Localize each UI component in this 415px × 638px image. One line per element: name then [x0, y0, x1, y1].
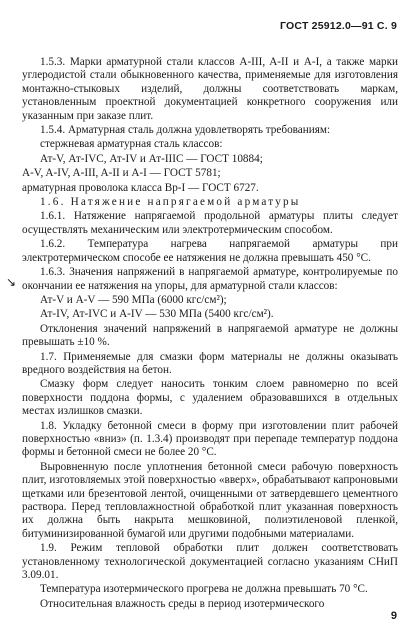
- paragraph-1-6-3: 1.6.3. Значения напряжений в напрягаемой арматуре, контролируемые по окончании ее натяжения на упоры, для арматурной стали классов:: [22, 266, 398, 292]
- document-body: [22, 56, 398, 612]
- paragraph-1-7: 1.7. Применяемые для смазки форм материалы не должны оказывать вредного воздействия на бетон.: [22, 350, 398, 376]
- paragraph-1-5-4: 1.5.4. Арматурная сталь должна удовлетворять требованиям:: [40, 124, 331, 137]
- paragraph-1-6-2: 1.6.2. Температура нагрева напрягаемой арматуры при электротермическом способе ее натяжения не должна превышать 450 °С.: [22, 238, 398, 264]
- list-item: A-V, A-IV, A-III, A-II и A-I — ГОСТ 5781;: [22, 167, 221, 180]
- paragraph-1-5-3: 1.5.3. Марки арматурной стали классов A-III, A-II и A-I, а также марки углеродистой стали обыкновенного качества, применяемые для изготовления монтажно-стыковых изделий, должны соответствовать маркам, установленным проектной документацией конкретного сооружения или указанным при заказе плит.: [22, 56, 398, 122]
- list-item: арматурная проволока класса Вр-I — ГОСТ 6727.: [22, 181, 259, 194]
- paragraph-lubrication: Смазку форм следует наносить тонким слоем равномерно по всей поверхности поддона формы, с удалением образовавшихся в отдельных местах излишков смазки.: [22, 378, 398, 418]
- paragraph-surface: Выровненную после уплотнения бетонной смеси рабочую поверхность плит, изготовляемых этой поверхностью «вверх», обрабатывают капроновыми щетками или брезентовой лентой, очищенными от затвердевшего цементного раствора. Перед тепловлажностной обработкой плит указанная поверхность их должна быть накрыта мешковиной, полиэтиленовой пленкой, битуминизированной бумагой или другими подобными материалами.: [22, 460, 398, 540]
- paragraph-1-6-1: 1.6.1. Натяжение напрягаемой продольной арматуры плиты следует осуществлять механическим или электротермическим способом.: [22, 210, 398, 236]
- list-intro: стержневая арматурная сталь классов:: [40, 138, 223, 151]
- paragraph-1-9: 1.9. Режим тепловой обработки плит должен соответствовать установленному технологической документацией согласно указаниям СНиП 3.09.01.: [22, 542, 398, 582]
- list-item: Ат-V и A-V — 590 МПа (6000 кгс/см²);: [40, 293, 227, 306]
- section-heading: 1.6. Натяжение напрягаемой арматуры: [40, 196, 301, 209]
- paragraph-1-8: 1.8. Укладку бетонной смеси в форму при изготовлении плит рабочей поверхностью «вниз» (п. 1.3.4) производят при перепаде температур поддона формы и бетонной смеси не более 20 °С.: [22, 419, 398, 459]
- paragraph-tolerance: Отклонения значений напряжений в напрягаемой арматуре не должны превышать ±10 %.: [22, 322, 398, 349]
- margin-mark: ↘: [6, 275, 17, 289]
- page-number: 9: [390, 610, 397, 622]
- list-item: Ат-IV, Ат-IVC и A-IV — 530 МПа (5400 кгс/см²).: [40, 308, 274, 321]
- page-header: ГОСТ 25912.0—91 С. 9: [280, 20, 397, 32]
- paragraph-humidity: Относительная влажность среды в период изотермического: [40, 597, 325, 610]
- list-item: Ат-V, Ат-IVC, Ат-IV и Ат-IIIC — ГОСТ 10884;: [40, 152, 263, 165]
- paragraph-temperature: Температура изотермического прогрева не должна превышать 70 °С.: [40, 583, 368, 596]
